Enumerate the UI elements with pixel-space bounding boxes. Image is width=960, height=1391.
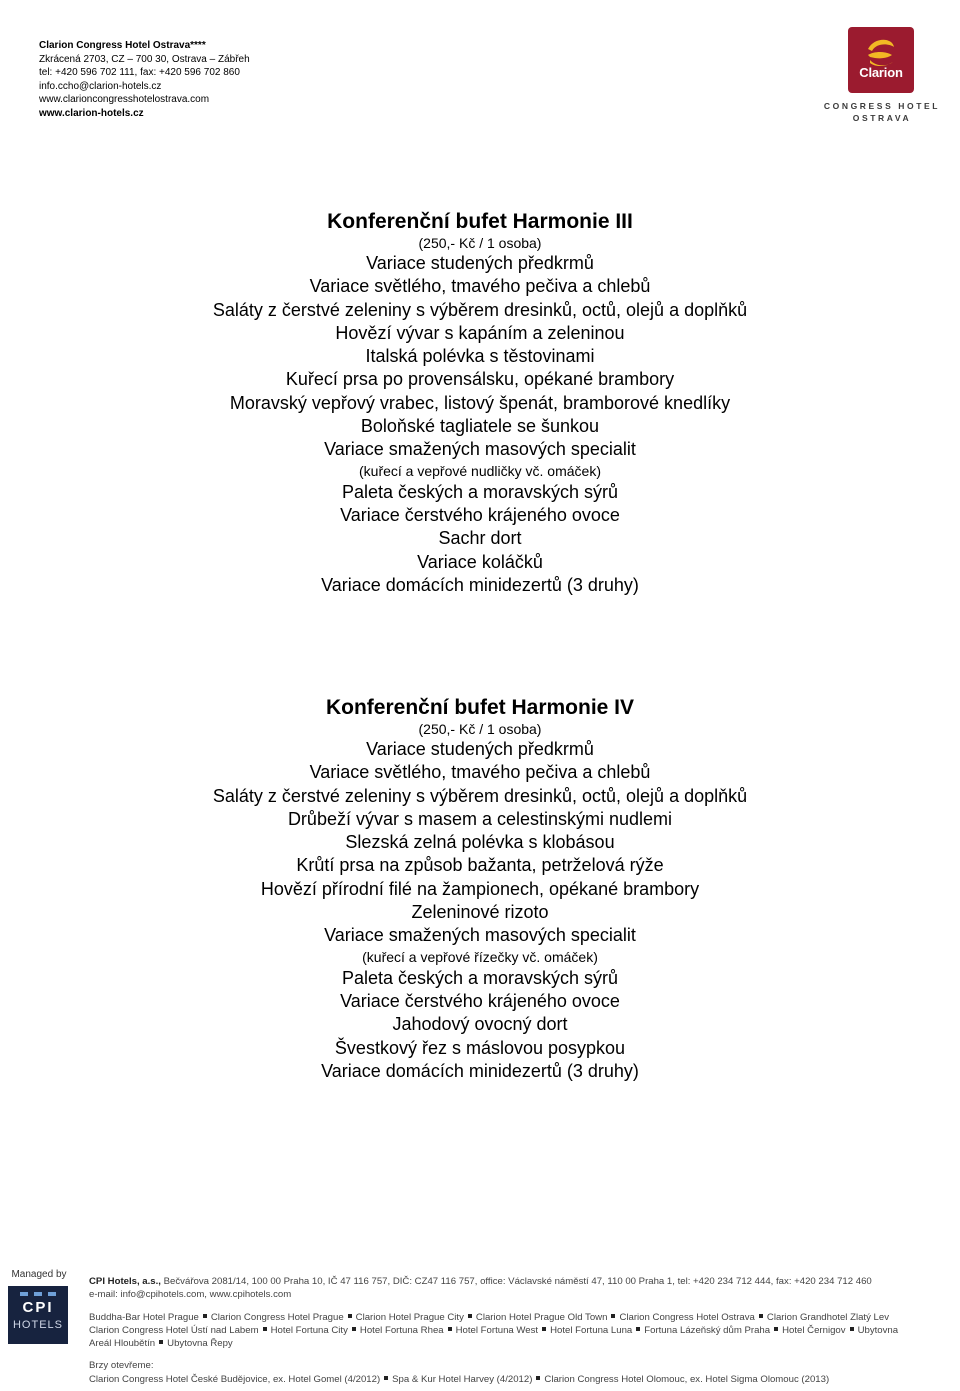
cpi-logo-text: CPI [22,1299,54,1316]
menu-item: Variace čerstvého krájeného ovoce [340,990,620,1011]
hotel-name-item: Hotel Fortuna City [270,1324,348,1336]
bullet-separator-icon [448,1327,452,1331]
bullet-separator-icon [384,1376,388,1380]
company-line [89,1275,949,1288]
menu-item: Drůbeží vývar s masem a celestinskými nudlemi [287,808,673,829]
clarion-website-link[interactable]: www.clarion-hotels.cz [39,107,144,119]
hotel-name-item: Buddha-Bar Hotel Prague [89,1311,199,1323]
menu-item: Variace studených předkrmů [366,253,594,273]
company-name: CPI Hotels, a.s., [89,1276,161,1287]
menu-item: Variace domácích minidezertů (3 druhy) [321,574,639,595]
hotel-name-item: Clarion Congress Hotel Ostrava [619,1311,755,1323]
menu-item: Variace domácích minidezertů (3 druhy) [321,1060,639,1081]
menu-item: Italská polévka s těstovinami [365,346,595,367]
logo-subtitle-city: OSTRAVA [852,113,912,123]
bullet-separator-icon [542,1327,546,1331]
buffet-menu-harmonie-iv [0,695,960,1083]
coming-soon-list [89,1373,949,1386]
coming-soon-label: Brzy otevřeme: [89,1360,154,1372]
menu-item: Saláty z čerstvé zeleniny s výběrem dresinků, octů, olejů a doplňků [212,785,748,806]
bullet-separator-icon [850,1327,854,1331]
menu-item-note: (kuřecí a vepřové řízečky vč. omáček) [362,948,598,965]
menu-item: Slezská zelná polévka s klobásou [345,832,615,853]
hotel-list-line-1 [89,1311,949,1324]
buffet-menu-harmonie-iii [0,209,960,597]
hotel-name-item: Hotel Fortuna Rhea [359,1324,444,1336]
hotel-name-item: Ubytovna [857,1324,899,1336]
hotel-name-item: Fortuna Lázeňský dům Praha [644,1324,771,1336]
hotel-name-item: Clarion Hotel Prague City [355,1311,464,1323]
hotel-name-item: Clarion Congress Hotel České Budějovice, ex. Hotel Gomel (4/2012) [89,1373,381,1385]
menu-item: Paleta českých a moravských sýrů [341,967,619,988]
cpi-logo-dots-icon [20,1292,56,1296]
menu-item-note: (kuřecí a vepřové nudličky vč. omáček) [359,462,601,479]
hotel-name-item: Areál Hloubětín [89,1338,156,1350]
hotel-name-item: Hotel Fortuna Luna [550,1324,633,1336]
menu-item: Zeleninové rizoto [411,902,549,923]
menu-price: (250,- Kč / 1 osoba) [418,235,542,251]
clarion-swirl-icon [848,27,914,93]
hotel-name: Clarion Congress Hotel Ostrava**** [39,40,206,51]
footer-company-info [89,1275,949,1386]
bullet-separator-icon [203,1314,207,1318]
menu-item: Variace světlého, tmavého pečiva a chlebů [309,276,651,297]
bullet-separator-icon [636,1327,640,1331]
menu-item: Kuřecí prsa po provensálsku, opékané brambory [285,369,675,390]
hotel-list-line-3 [89,1337,949,1350]
menu-item: Sachr dort [438,528,522,549]
bullet-separator-icon [348,1314,352,1318]
hotel-name-item: Clarion Grandhotel Zlatý Lev [766,1311,890,1323]
company-contact[interactable]: e-mail: info@cpihotels.com, www.cpihotels.com [89,1289,292,1301]
menu-item: Variace světlého, tmavého pečiva a chlebů [309,762,651,783]
menu-item: Paleta českých a moravských sýrů [341,481,619,502]
hotel-name-item: Clarion Hotel Prague Old Town [475,1311,608,1323]
bullet-separator-icon [611,1314,615,1318]
menu-item: Hovězí přírodní filé na žampionech, opékané brambory [260,878,700,899]
hotel-name-item: Hotel Černigov [782,1324,846,1336]
hotel-name-item: Clarion Congress Hotel Ústí nad Labem [89,1324,259,1336]
bullet-separator-icon [759,1314,763,1318]
menu-item: Variace studených předkrmů [366,739,594,759]
bullet-separator-icon [352,1327,356,1331]
menu-item: Švestkový řez s máslovou posypkou [334,1037,626,1058]
hotel-address: Zkrácená 2703, CZ – 700 30, Ostrava – Zábřeh [39,53,250,65]
menu-item: Boloňské tagliatele se šunkou [360,416,600,437]
clarion-logo-badge [848,27,914,93]
hotel-website-link[interactable]: www.clarioncongresshotelostrava.com [39,94,210,105]
hotel-name-item: Spa & Kur Hotel Harvey (4/2012) [392,1373,533,1385]
menu-item: Variace smažených masových specialit [324,925,636,946]
menu-item: Moravský vepřový vrabec, listový špenát, bramborové knedlíky [229,392,731,413]
menu-item: Variace čerstvého krájeného ovoce [340,504,620,525]
logo-subtitle-congress: CONGRESS HOTEL [823,101,941,111]
hotel-name-item: Ubytovna Řepy [167,1338,233,1350]
menu-title: Konferenční bufet Harmonie III [327,210,633,233]
hotel-name-item: Clarion Congress Hotel Prague [210,1311,344,1323]
menu-item: Jahodový ovocný dort [392,1014,568,1035]
menu-item: Krůtí prsa na způsob bažanta, petrželová rýže [296,855,664,876]
hotel-address-block [39,39,459,120]
company-details: Bečvářova 2081/14, 100 00 Praha 10, IČ 47 116 757, DIČ: CZ47 116 757, office: Václavské náměstí 47, 110 00 Praha 1, tel: +420 234 712 444, fax: +420 234 712 460 [160,1276,872,1287]
bullet-separator-icon [774,1327,778,1331]
managed-by-cpi-logo [8,1268,70,1331]
menu-item: Hovězí vývar s kapáním a zeleninou [335,322,625,343]
hotel-list-line-2 [89,1324,949,1337]
hotel-name-item: Clarion Congress Hotel Olomouc, ex. Hotel Sigma Olomouc (2013) [544,1373,830,1385]
hotel-email[interactable]: info.ccho@clarion-hotels.cz [39,80,162,92]
managed-by-label: Managed by [11,1269,67,1280]
bullet-separator-icon [263,1327,267,1331]
menu-price: (250,- Kč / 1 osoba) [418,721,542,737]
menu-item: Variace koláčků [417,551,543,572]
hotel-name-item: Hotel Fortuna West [455,1324,539,1336]
clarion-wordmark: Clarion [859,65,903,80]
cpi-logo-subtext: HOTELS [12,1319,63,1331]
menu-item: Saláty z čerstvé zeleniny s výběrem dresinků, octů, olejů a doplňků [212,299,748,320]
bullet-separator-icon [159,1340,163,1344]
menu-item: Variace smažených masových specialit [324,439,636,460]
hotel-phone: tel: +420 596 702 111, fax: +420 596 702 860 [39,67,240,78]
bullet-separator-icon [536,1376,540,1380]
bullet-separator-icon [468,1314,472,1318]
menu-title: Konferenční bufet Harmonie IV [325,696,635,719]
cpi-hotels-logo [8,1286,68,1344]
clarion-logo [822,27,942,127]
